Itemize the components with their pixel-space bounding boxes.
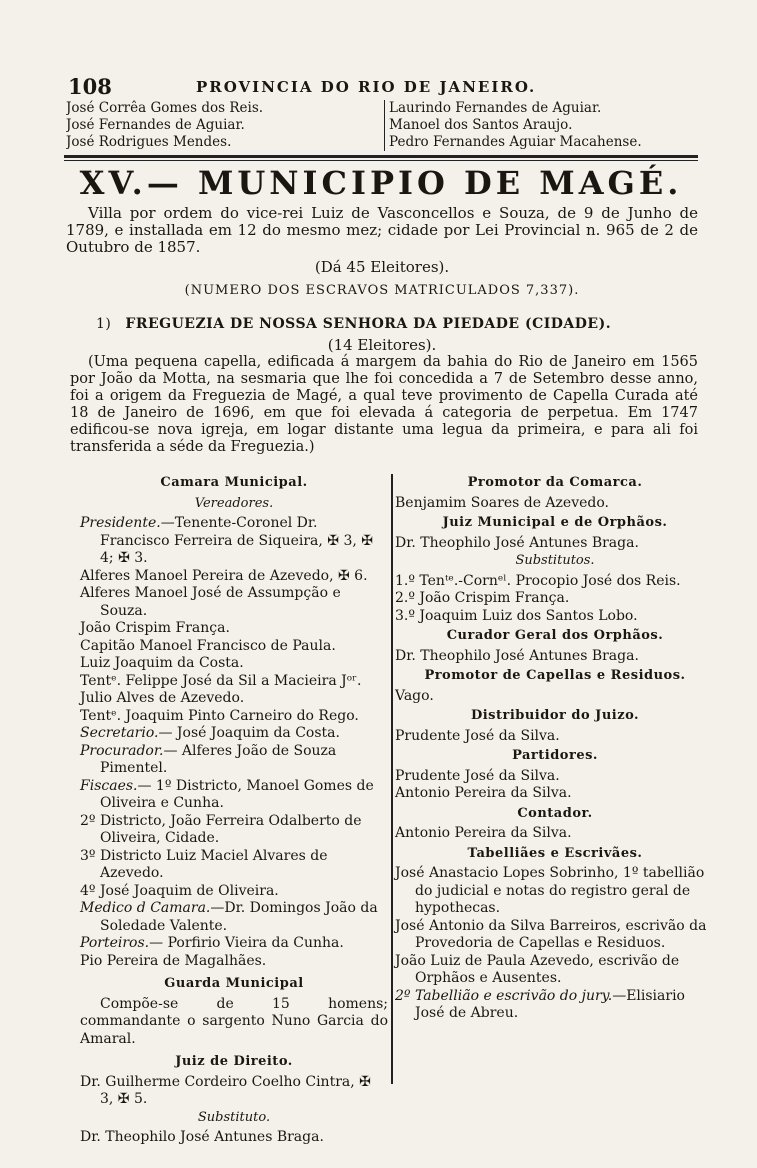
capellas-heading: Promotor de Capellas e Residuos. — [424, 668, 686, 683]
contador-heading: Contador. — [517, 805, 593, 821]
entry-label: 2º Tabellião e escrivão do jury. — [395, 987, 613, 1004]
left-column — [80, 472, 388, 1147]
entry-text: —Tenente-Coronel Dr. Francisco Ferreira de Siqueira, ✠ 3, ✠ 4; ✠ 3. — [100, 515, 374, 566]
column-divider — [391, 474, 393, 1084]
vereador-entry: Alferes Manoel Pereira de Azevedo, ✠ 6. — [80, 567, 368, 584]
substituto-heading: Substituto. — [197, 1109, 271, 1125]
distribuidor-heading: Distribuidor do Juizo. — [470, 708, 640, 723]
vereador-entry: Tentᵉ. Felippe José da Sil a Macieira Jᵒʳ. — [80, 672, 362, 689]
juiz-direito-entry: Dr. Guilherme Cordeiro Coelho Cintra, ✠ 3, ✠ 5. — [80, 1073, 371, 1107]
running-title: PROVINCIA DO RIO DE JANEIRO. — [196, 78, 537, 96]
section-divider — [64, 155, 698, 158]
entry-text: — 1º Districto, Manoel Gomes de Oliveira e Cunha. — [100, 777, 374, 811]
municipality-intro: Villa por ordem do vice-rei Luiz de Vasconcellos e Souza, de 9 de Junho de 1789, e installada em 12 do mesmo mez; cidade por Lei Provincial n. 965 de 2 de Outubro de 1857. — [66, 204, 698, 256]
vereador-entry: Alferes Manoel José de Assumpção e Souza. — [80, 585, 341, 619]
signer: José Fernandes de Aguiar. — [66, 117, 245, 133]
curador-heading: Curador Geral dos Orphãos. — [446, 628, 664, 643]
entry-label: Porteiros. — [80, 935, 150, 951]
substituto-entry: 3.º Joaquim Luiz dos Santos Lobo. — [395, 607, 638, 624]
entry-label: Medico d Camara. — [80, 900, 211, 916]
signer: José Rodrigues Mendes. — [66, 134, 232, 150]
contador-entry: Antonio Pereira da Silva. — [395, 825, 572, 841]
promotor-heading: Promotor da Comarca. — [467, 475, 643, 490]
medico-entry — [80, 900, 388, 935]
fiscal-entry: 4º José Joaquim de Oliveira. — [80, 882, 279, 899]
signers-right — [384, 100, 707, 151]
substitutos-heading: Substitutos. — [515, 553, 595, 568]
vereador-entry: João Crispim França. — [80, 620, 230, 636]
page-number: 108 — [68, 74, 112, 99]
signer: Manoel dos Santos Araujo. — [389, 117, 573, 133]
distribuidor-entry: Prudente José da Silva. — [395, 727, 560, 744]
guarda-text: Compõe-se de 15 homens; commandante o sargento Nuno Garcia do Amaral. — [80, 995, 388, 1047]
parish-history: (Uma pequena capella, edificada á margem da bahia do Rio de Janeiro em 1565 por João da Motta, na sesmaria que lhe foi concedida a 7 de Setembro desse anno, foi a origem da Freguezia de Magé, a qual teve provimento de Capella Curada até 18 de Janeiro de 1696, em que foi elevada á categoria de perpetua. Em 1747 edificou-se nova igreja, em logar distante uma legua da primeira, e para ali foi transferida a séde da Freguezia.) — [70, 354, 698, 455]
camara-heading: Camara Municipal. — [160, 475, 308, 490]
vereadores-heading: Vereadores. — [194, 495, 274, 511]
fiscal-entry: 3º Districto Luiz Maciel Alvares de Azevedo. — [80, 847, 328, 881]
parish-title: FREGUEZIA DE NOSSA SENHORA DA PIEDADE (CIDADE). — [125, 316, 612, 332]
signer: Laurindo Fernandes de Aguiar. — [389, 100, 602, 116]
substituto-entry: 2.º João Crispim França. — [395, 590, 570, 606]
partidores-heading: Partidores. — [512, 748, 598, 763]
partidor-entry: Prudente José da Silva. — [395, 767, 560, 784]
tabelliao-entry — [395, 988, 715, 1023]
porteiros-entry — [80, 935, 388, 953]
vereador-entry: Luiz Joaquim da Costa. — [80, 655, 244, 671]
substituto-entry: 1.º Tenᵗᵉ.-Cornᵉˡ. Procopio José dos Reis. — [395, 572, 681, 589]
juiz-direito-heading: Juiz de Direito. — [175, 1054, 293, 1069]
page-header — [68, 74, 698, 99]
vereador-entry: Julio Alves de Azevedo. — [80, 690, 245, 706]
signer: Pedro Fernandes Aguiar Macahense. — [389, 134, 642, 150]
registered-slaves-count: (NUMERO DOS ESCRAVOS MATRICULADOS 7,337). — [184, 283, 580, 298]
partidor-entry: Antonio Pereira da Silva. — [395, 785, 572, 801]
fiscaes-entry — [80, 778, 388, 813]
municipality-voters: (Dá 45 Eleitores). — [314, 258, 450, 276]
promotor-entry: Benjamim Soares de Azevedo. — [395, 494, 609, 511]
secretario-entry — [80, 725, 388, 743]
signer: José Corrêa Gomes dos Reis. — [66, 100, 264, 116]
section-divider-thin — [64, 160, 698, 161]
vereador-entry: Capitão Manoel Francisco de Paula. — [80, 637, 336, 654]
fiscal-entry: 2º Districto, João Ferreira Odalberto de Oliveira, Cidade. — [80, 812, 362, 846]
porteiro-entry: Pio Pereira de Magalhães. — [80, 952, 267, 969]
vereador-entry: Tentᵉ. Joaquim Pinto Carneiro do Rego. — [80, 707, 359, 724]
entry-text: — Alferes João de Souza Pimentel. — [100, 742, 337, 776]
entry-text: —Dr. Domingos João da Soledade Valente. — [100, 900, 378, 934]
right-column — [395, 472, 715, 1023]
entry-text: —Elisiario José de Abreu. — [415, 987, 685, 1021]
juiz-municipal-heading: Juiz Municipal e de Orphãos. — [442, 515, 668, 530]
curador-entry: Dr. Theophilo José Antunes Braga. — [395, 647, 639, 664]
capellas-entry: Vago. — [395, 687, 434, 704]
tabelliao-entry: José Anastacio Lopes Sobrinho, 1º tabellião do judicial e notas do registro geral de hypothecas. — [395, 865, 705, 916]
entry-text: — José Joaquim da Costa. — [158, 725, 340, 741]
juiz-municipal-entry: Dr. Theophilo José Antunes Braga. — [395, 534, 639, 551]
entry-label: Fiscaes. — [80, 777, 138, 794]
parish-voters: (14 Eleitores). — [327, 336, 437, 354]
entry-label: Presidente. — [80, 515, 161, 531]
parish-heading — [96, 316, 696, 332]
entry-text: — Porfirio Vieira da Cunha. — [149, 935, 344, 951]
entry-label: Procurador. — [80, 742, 164, 759]
parish-number: 1) — [96, 316, 112, 332]
tabelliao-entry: José Antonio da Silva Barreiros, escrivão da Provedoria de Capellas e Residuos. — [395, 917, 707, 951]
tabelliaes-heading: Tabelliães e Escrivães. — [467, 845, 643, 861]
municipality-title: XV.— MUNICIPIO DE MAGÉ. — [79, 164, 683, 202]
signers-left — [66, 100, 378, 151]
tabelliao-entry: João Luiz de Paula Azevedo, escrivão de Orphãos e Ausentes. — [395, 952, 680, 986]
guarda-heading: Guarda Municipal — [164, 976, 304, 991]
procurador-entry — [80, 743, 388, 778]
presidente-entry — [80, 515, 388, 568]
substituto-entry: Dr. Theophilo José Antunes Braga. — [80, 1129, 324, 1145]
entry-label: Secretario. — [80, 725, 159, 741]
